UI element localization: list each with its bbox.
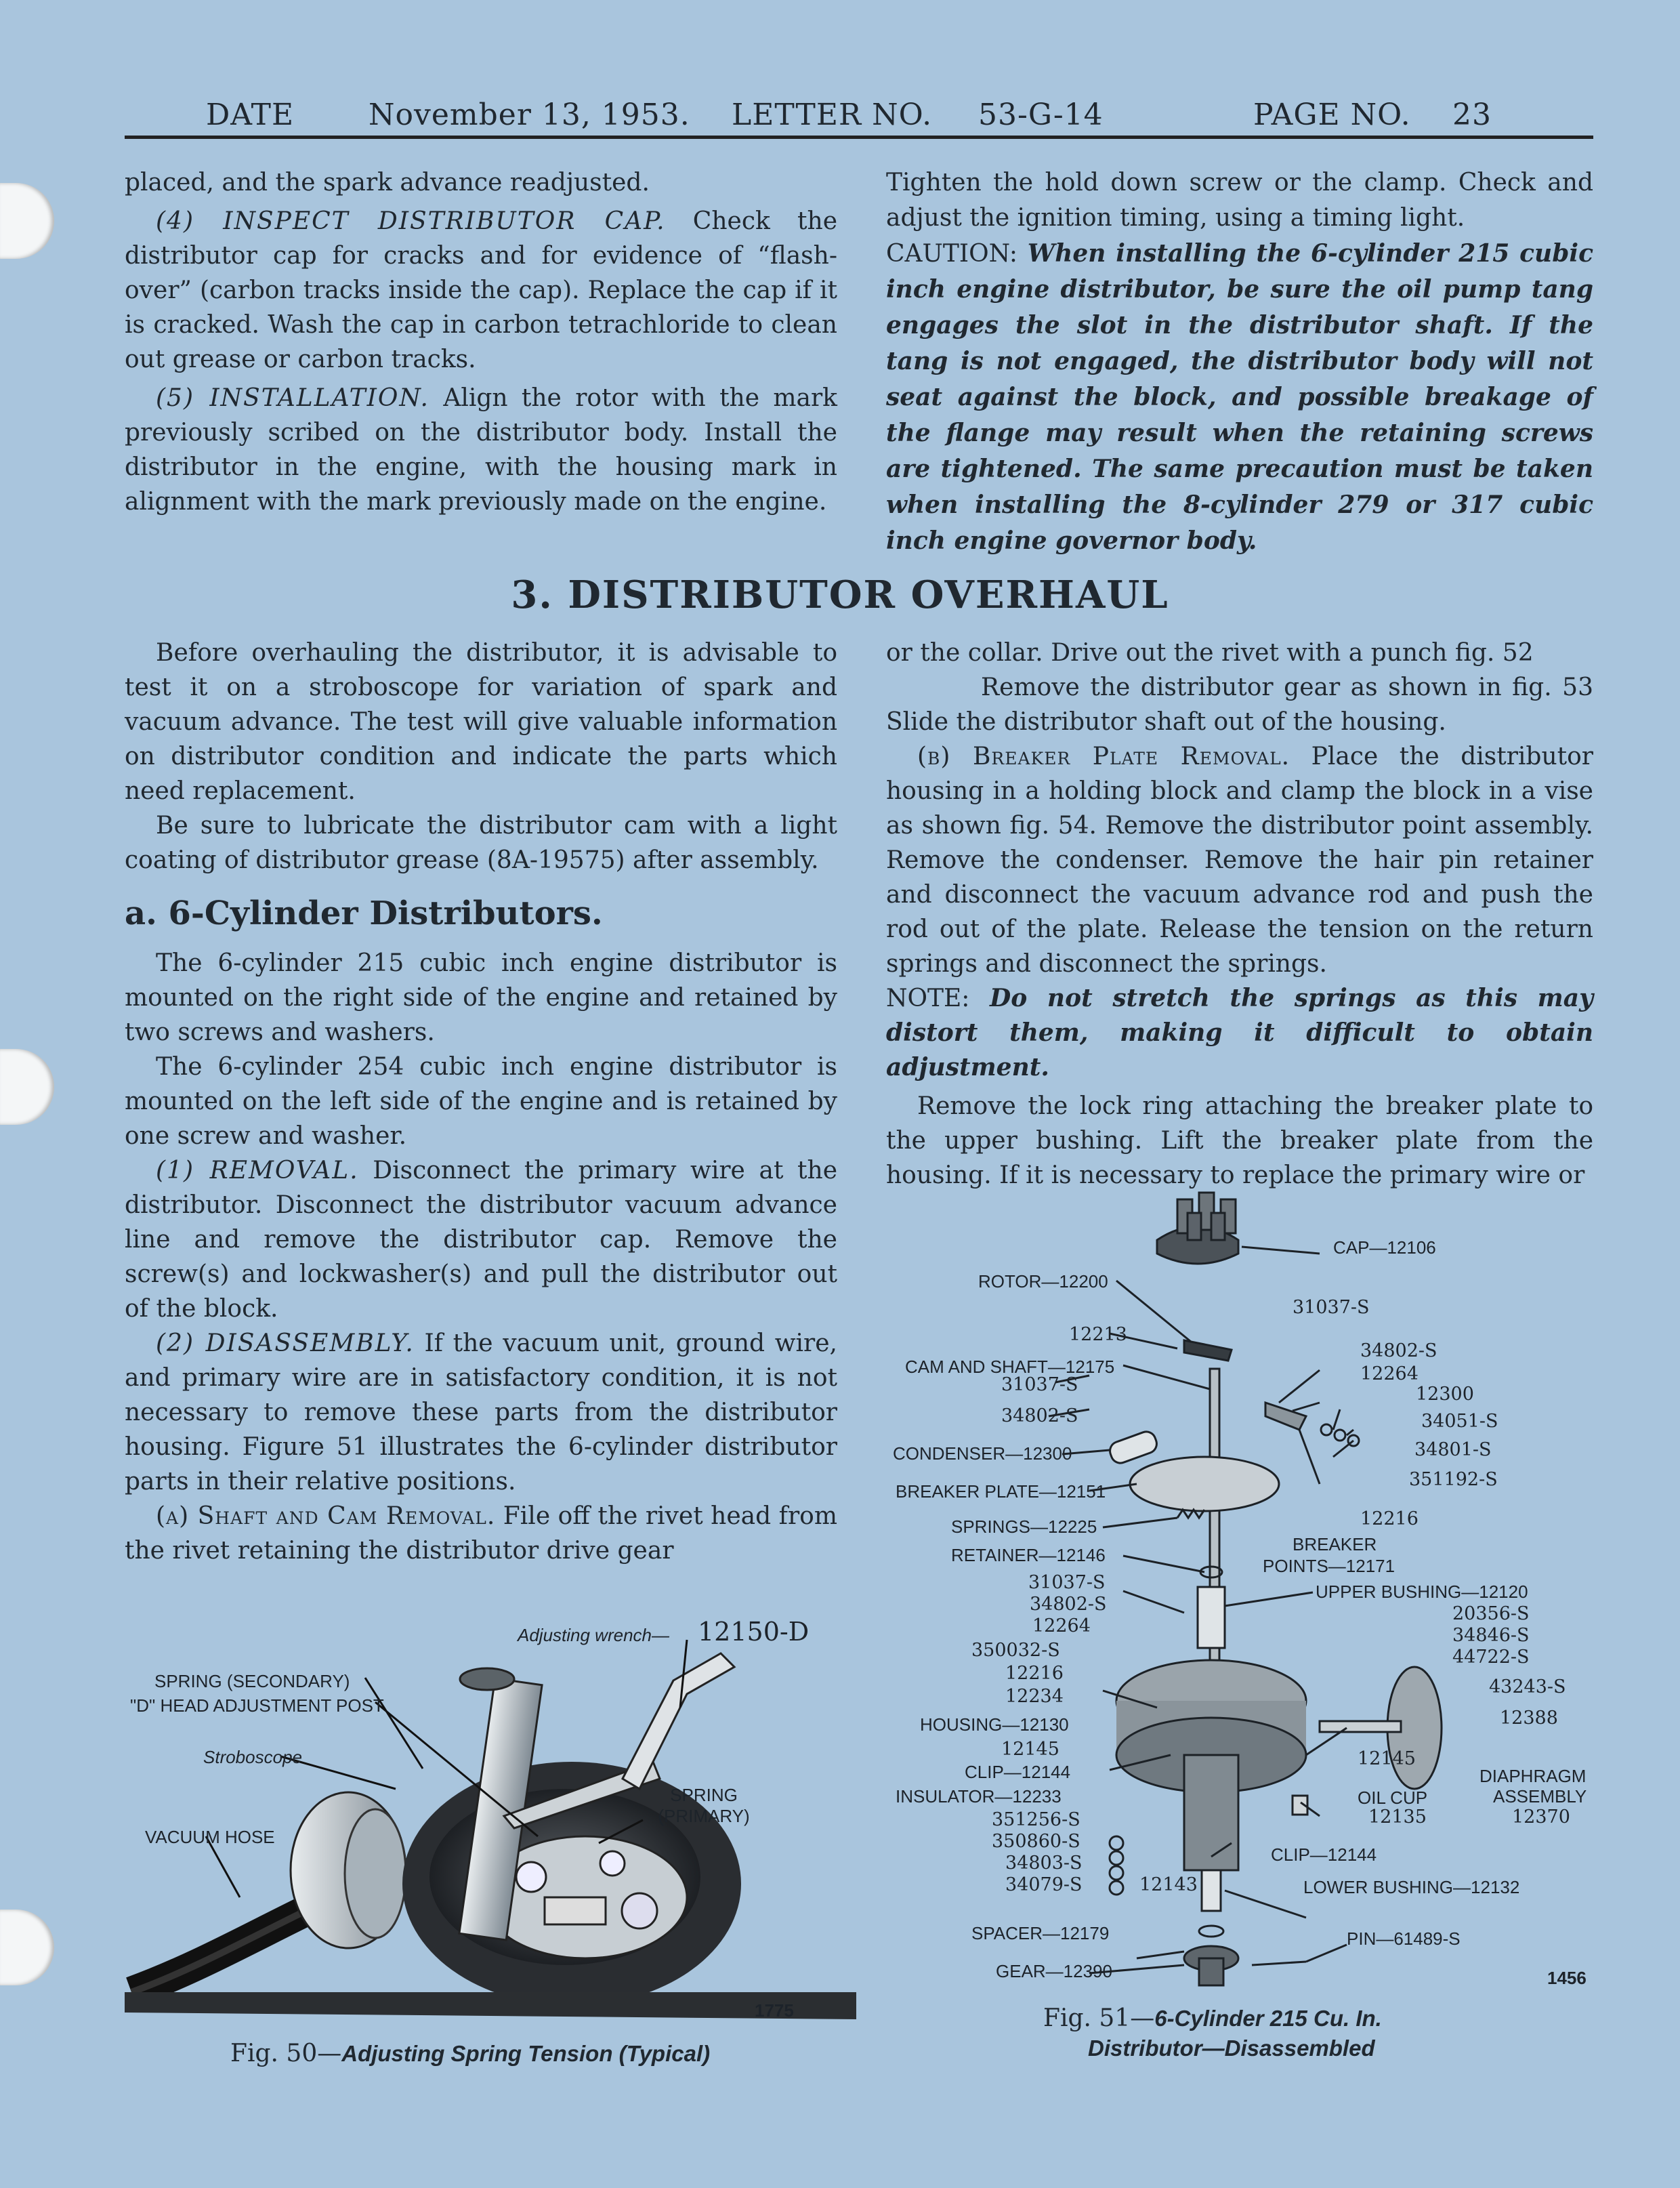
page-header <box>125 95 1593 139</box>
note-body: Do not stretch the springs as this may distort them, making it difficult to obtain adjustment. <box>886 984 1593 1081</box>
label-spacer: SPACER—12179 <box>971 1923 1110 1943</box>
paragraph: Remove the distributor gear as shown in fig. 53 Slide the distributor shaft out of the housing. <box>886 674 1593 736</box>
label-part: 34802-S <box>1360 1340 1437 1361</box>
label-part: 12216 <box>1005 1663 1064 1684</box>
label-vacuum-hose: VACUUM HOSE <box>145 1827 275 1847</box>
figure-51 <box>886 1172 1604 2006</box>
label-part: 350860-S <box>992 1831 1080 1852</box>
label-cam-and-shaft: CAM AND SHAFT—12175 <box>905 1357 1115 1377</box>
label-diaphragm: ASSEMBLY <box>1493 1786 1587 1807</box>
label-spring-primary: SPRING (PRIMARY) <box>658 1785 750 1826</box>
label-part: 12264 <box>1360 1363 1419 1384</box>
left-column-bottom <box>125 636 837 1568</box>
label-spring-secondary: SPRING (SECONDARY) <box>154 1671 350 1691</box>
label-retainer: RETAINER—12146 <box>951 1545 1106 1565</box>
label-part: 31037-S <box>1028 1572 1106 1593</box>
label-condenser: CONDENSER—12300 <box>893 1443 1072 1464</box>
paragraph: Tighten the hold down screw or the clamp. Check and adjust the ignition timing, using a timing light. <box>886 169 1593 232</box>
label-part: 12264 <box>1032 1615 1091 1636</box>
binder-hole-middle <box>0 1049 54 1125</box>
label-part: 34803-S <box>1005 1853 1083 1874</box>
caption-fig-label: Fig. 51— <box>1043 2004 1155 2032</box>
label-insulator: INSULATOR—12233 <box>896 1786 1062 1807</box>
label-diaphragm: DIAPHRAGM <box>1479 1766 1587 1786</box>
figure-number: 1775 <box>755 2000 794 2019</box>
label-clip: CLIP—12144 <box>1271 1844 1377 1865</box>
label-cap: CAP—12106 <box>1333 1237 1436 1258</box>
paragraph: Be sure to lubricate the distributor cam with a light coating of distributor grease (8A-19575) after assembly. <box>125 812 837 874</box>
label-part: 12213 <box>1069 1324 1127 1345</box>
figure-50 <box>125 1613 856 2019</box>
label-part: 12216 <box>1360 1508 1419 1529</box>
figure-51-caption-line2: Distributor—Disassembled <box>1088 2036 1375 2061</box>
right-column-top <box>886 165 1593 559</box>
paragraph <box>125 204 837 377</box>
label-part: 34846-S <box>1452 1625 1530 1646</box>
label-part: 350032-S <box>971 1640 1060 1661</box>
step-body: Align the rotor with the mark previously scribed on the distributor body. Install the distributor in the engine, with the housing mark in alignment with the mark previously made on the engine. <box>125 384 837 516</box>
label-breaker-points: BREAKER <box>1293 1534 1377 1554</box>
label-part: 351192-S <box>1409 1469 1498 1490</box>
caution-label: CAUTION: <box>886 240 1017 268</box>
caption-text: Adjusting Spring Tension (Typical) <box>341 2041 711 2066</box>
label-part: 12388 <box>1500 1708 1558 1729</box>
section-title: 3. DISTRIBUTOR OVERHAUL <box>511 573 1169 617</box>
label-pin: PIN—61489-S <box>1347 1928 1461 1949</box>
caption-fig-label: Fig. 50— <box>230 2040 342 2067</box>
paragraph: Before overhauling the distributor, it is advisable to test it on a stroboscope for variation of spark and vacuum advance. The test will give valuable information on distributor condition and indicate the parts which need replacement. <box>125 639 837 805</box>
label-springs: SPRINGS—12225 <box>951 1516 1097 1537</box>
label-part: 12370 <box>1512 1807 1570 1828</box>
label-part: 12135 <box>1368 1807 1427 1828</box>
paragraph <box>125 381 837 519</box>
caution-body: When installing the 6-cylinder 215 cubic inch engine distributor, be sure the oil pump tang engages the slot in the distributor shaft. If the tang is not engaged, the distributor body will not seat against the block, and possible breakage of the flange may result when the retaining screws are tightened. The same precaution must be taken when installing the 8-cylinder 279 or 317 cubic inch engine governor body. <box>886 239 1593 555</box>
binder-hole-bottom <box>0 1910 54 1985</box>
label-part: 351256-S <box>992 1809 1080 1830</box>
label-part: 34079-S <box>1005 1874 1083 1895</box>
caution-paragraph <box>886 236 1593 559</box>
label-upper-bushing: UPPER BUSHING—12120 <box>1316 1582 1528 1602</box>
step-body: Check the distributor cap for cracks and for evidence of “flash-over” (carbon tracks inside the cap). Replace the cap if it is cracked. Wash the cap in carbon tetrachloride to clean out grease or carbon tracks. <box>125 207 837 373</box>
caption-text: 6-Cylinder 215 Cu. In. <box>1154 2006 1382 2031</box>
paragraph: Remove the lock ring attaching the breaker plate to the upper bushing. Lift the breaker plate from the housing. If it is necessary to replace the primary wire or <box>886 1092 1593 1189</box>
label-breaker-points: POINTS—12171 <box>1263 1556 1395 1576</box>
label-part: 34801-S <box>1414 1439 1492 1460</box>
step-heading: (1) REMOVAL. <box>156 1157 359 1184</box>
paragraph <box>886 739 1593 981</box>
label-part: 34802-S <box>1001 1405 1078 1426</box>
figure-50-caption <box>230 2040 710 2067</box>
date-label: DATE <box>206 98 295 132</box>
label-part: 12234 <box>1005 1686 1064 1707</box>
label-part: 31037-S <box>1001 1374 1078 1395</box>
step-body: Disconnect the primary wire at the distributor. Disconnect the distributor vacuum advance line and remove the distributor cap. Remove the screw(s) and lockwasher(s) and pull the distributor out of the block. <box>125 1157 837 1323</box>
step-heading: (2) DISASSEMBLY. <box>156 1329 415 1357</box>
label-lower-bushing: LOWER BUSHING—12132 <box>1303 1877 1520 1897</box>
step-body: If the vacuum unit, ground wire, and primary wire are in satisfactory condition, it is not necessary to remove these parts from the distributor housing. Figure 51 illustrates the 6-cylinder distributor parts in their relative positions. <box>125 1329 837 1495</box>
label-gear: GEAR—12390 <box>996 1961 1112 1981</box>
right-column-bottom <box>886 636 1593 1193</box>
paragraph: The 6-cylinder 215 cubic inch engine distributor is mounted on the right side of the engine and retained by two screws and washers. <box>125 949 837 1046</box>
label-stroboscope: Stroboscope <box>203 1747 302 1767</box>
label-part: 12145 <box>1358 1748 1416 1769</box>
label-part: 43243-S <box>1489 1676 1566 1697</box>
label-part: 12145 <box>1001 1739 1059 1760</box>
label-adjusting-wrench: Adjusting wrench— <box>518 1625 669 1645</box>
label-wrench-number: 12150-D <box>698 1617 810 1647</box>
page-number: 23 <box>1452 98 1492 132</box>
left-column-top <box>125 165 837 519</box>
label-part: 12143 <box>1139 1874 1198 1895</box>
date-value: November 13, 1953. <box>369 98 690 132</box>
label-oil-cup: OIL CUP <box>1358 1788 1428 1808</box>
paragraph <box>125 1326 837 1499</box>
label-part: 31037-S <box>1293 1297 1370 1318</box>
label-rotor: ROTOR—12200 <box>978 1271 1108 1292</box>
label-part: 34802-S <box>1030 1594 1107 1615</box>
step-body: File off the rivet head from the rivet retaining the distributor drive gear <box>125 1502 837 1565</box>
label-head-adjustment-post: "D" HEAD ADJUSTMENT POST <box>130 1695 384 1716</box>
label-part: 20356-S <box>1452 1603 1530 1624</box>
paragraph: placed, and the spark advance readjusted. <box>125 169 650 197</box>
label-breaker-plate: BREAKER PLATE—12151 <box>896 1481 1106 1502</box>
paragraph: or the collar. Drive out the rivet with a punch fig. 52 <box>886 639 1534 667</box>
paragraph <box>125 1499 837 1568</box>
paragraph: The 6-cylinder 254 cubic inch engine distributor is mounted on the left side of the engine and is retained by one screw and washer. <box>125 1053 837 1150</box>
figure-number: 1456 <box>1547 1968 1587 1988</box>
label-housing: HOUSING—12130 <box>920 1714 1069 1735</box>
letter-value: 53-G-14 <box>978 98 1104 132</box>
note-paragraph <box>886 981 1593 1085</box>
step-heading: (4) INSPECT DISTRIBUTOR CAP. <box>156 207 666 235</box>
letter-label: LETTER NO. <box>732 98 933 132</box>
step-heading: (b) Breaker Plate Removal. <box>917 743 1290 770</box>
binder-hole-top <box>0 183 54 259</box>
note-label: NOTE: <box>886 985 970 1012</box>
label-part: 34051-S <box>1421 1411 1498 1432</box>
page-label: PAGE NO. <box>1253 98 1411 132</box>
step-heading: (a) Shaft and Cam Removal. <box>156 1502 496 1530</box>
step-heading: (5) INSTALLATION. <box>156 384 429 412</box>
label-part: 12300 <box>1416 1384 1474 1405</box>
step-body: Place the distributor housing in a holding block and clamp the block in a vise as shown fig. 54. Remove the distributor point assembly. Remove the condenser. Remove the hair pin retainer and disconnect the vacuum advance rod and push the rod out of the plate. Release the tension on the return springs and disconnect the springs. <box>886 743 1593 978</box>
subsection-heading: a. 6-Cylinder Distributors. <box>125 894 603 932</box>
figure-51-caption-line1 <box>1043 2004 1382 2032</box>
paragraph <box>125 1153 837 1326</box>
label-part: 44722-S <box>1452 1647 1530 1668</box>
label-clip: CLIP—12144 <box>965 1762 1071 1782</box>
